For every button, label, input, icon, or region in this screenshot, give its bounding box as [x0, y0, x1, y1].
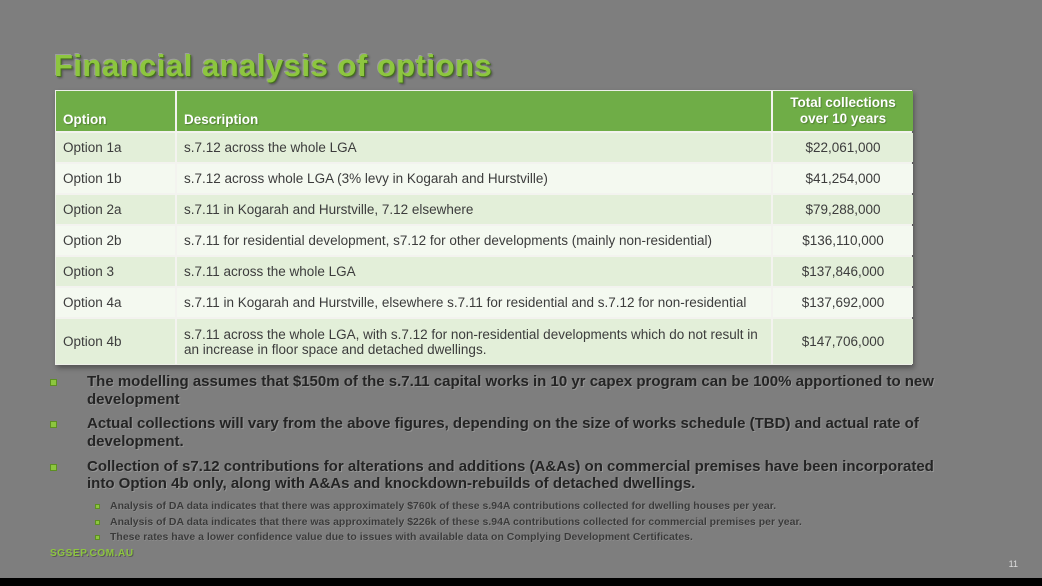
table-row-description: s.7.12 across whole LGA (3% levy in Kogarah and Hurstville): [177, 164, 771, 193]
table-row-option: Option 4a: [56, 288, 175, 317]
bottom-black-bar: [0, 578, 1042, 586]
bullet-text: Actual collections will vary from the above figures, depending on the size of works schedule (TBD) and actual rate of development.: [87, 415, 919, 451]
table-row-description: s.7.12 across the whole LGA: [177, 133, 771, 162]
bullet-square-icon: [50, 379, 57, 386]
bullet-text: Collection of s7.12 contributions for alterations and additions (A&As) on commercial premises have been incorporated into Option 4b only, along with A&As and knockdown-rebuilds of detached dwellings.: [87, 457, 934, 493]
table-row-total: $137,846,000: [773, 257, 913, 286]
table-row-total: $136,110,000: [773, 226, 913, 255]
bullet-text: The modelling assumes that $150m of the s.7.11 capital works in 10 yr capex program can be 100% apportioned to new development: [87, 373, 934, 408]
slide-page-number: 11: [1008, 559, 1018, 569]
table-row-description: s.7.11 for residential development, s7.12 for other developments (mainly non-residential): [177, 226, 771, 255]
list-item: [95, 516, 995, 529]
bullet-square-icon: [95, 535, 100, 540]
table-row-total: $41,254,000: [773, 164, 913, 193]
table-row-total: $147,706,000: [773, 319, 913, 364]
column-header-description: Description: [177, 91, 771, 131]
sub-bullet-text: These rates have a lower confidence value due to issues with available data on Complying Development Certificates.: [110, 531, 693, 544]
table-row-total: $79,288,000: [773, 195, 913, 224]
bullet-square-icon: [50, 421, 57, 428]
bullet-square-icon: [95, 504, 100, 509]
table-row-option: Option 2b: [56, 226, 175, 255]
page-title: Financial analysis of options: [54, 48, 493, 83]
table-row-description: s.7.11 in Kogarah and Hurstville, 7.12 elsewhere: [177, 195, 771, 224]
column-header-option: Option: [56, 91, 175, 131]
table-row-option: Option 1b: [56, 164, 175, 193]
bullet-square-icon: [50, 464, 57, 471]
table-row-description: s.7.11 in Kogarah and Hurstville, elsewhere s.7.11 for residential and s.7.12 for non-residential: [177, 288, 771, 317]
list-item: [95, 531, 995, 544]
sub-bullet-text: Analysis of DA data indicates that there was approximately $226k of these s.94A contributions collected for commercial premises per year.: [110, 515, 802, 528]
bullet-square-icon: [95, 520, 100, 525]
notes-bullet-list: [50, 373, 995, 547]
list-item: [50, 458, 995, 493]
column-header-total: Total collections over 10 years: [773, 91, 913, 131]
table-row-description: s.7.11 across the whole LGA, with s.7.12 for non-residential developments which do not result in an increase in floor space and detached dwellings.: [177, 319, 771, 364]
sub-bullet-list: [95, 500, 995, 544]
table-row-total: $22,061,000: [773, 133, 913, 162]
footer-website-url: SGSEP.COM.AU: [50, 548, 134, 559]
sub-bullet-text: Analysis of DA data indicates that there was approximately $760k of these s.94A contributions collected for dwelling houses per year.: [110, 500, 777, 513]
financial-options-table: [55, 90, 912, 365]
table-row-option: Option 1a: [56, 133, 175, 162]
table-row-option: Option 3: [56, 257, 175, 286]
table-row-description: s.7.11 across the whole LGA: [177, 257, 771, 286]
list-item: [50, 373, 995, 408]
list-item: [50, 415, 995, 450]
table-row-total: $137,692,000: [773, 288, 913, 317]
table-row-option: Option 2a: [56, 195, 175, 224]
table-row-option: Option 4b: [56, 319, 175, 364]
list-item: [95, 500, 995, 513]
